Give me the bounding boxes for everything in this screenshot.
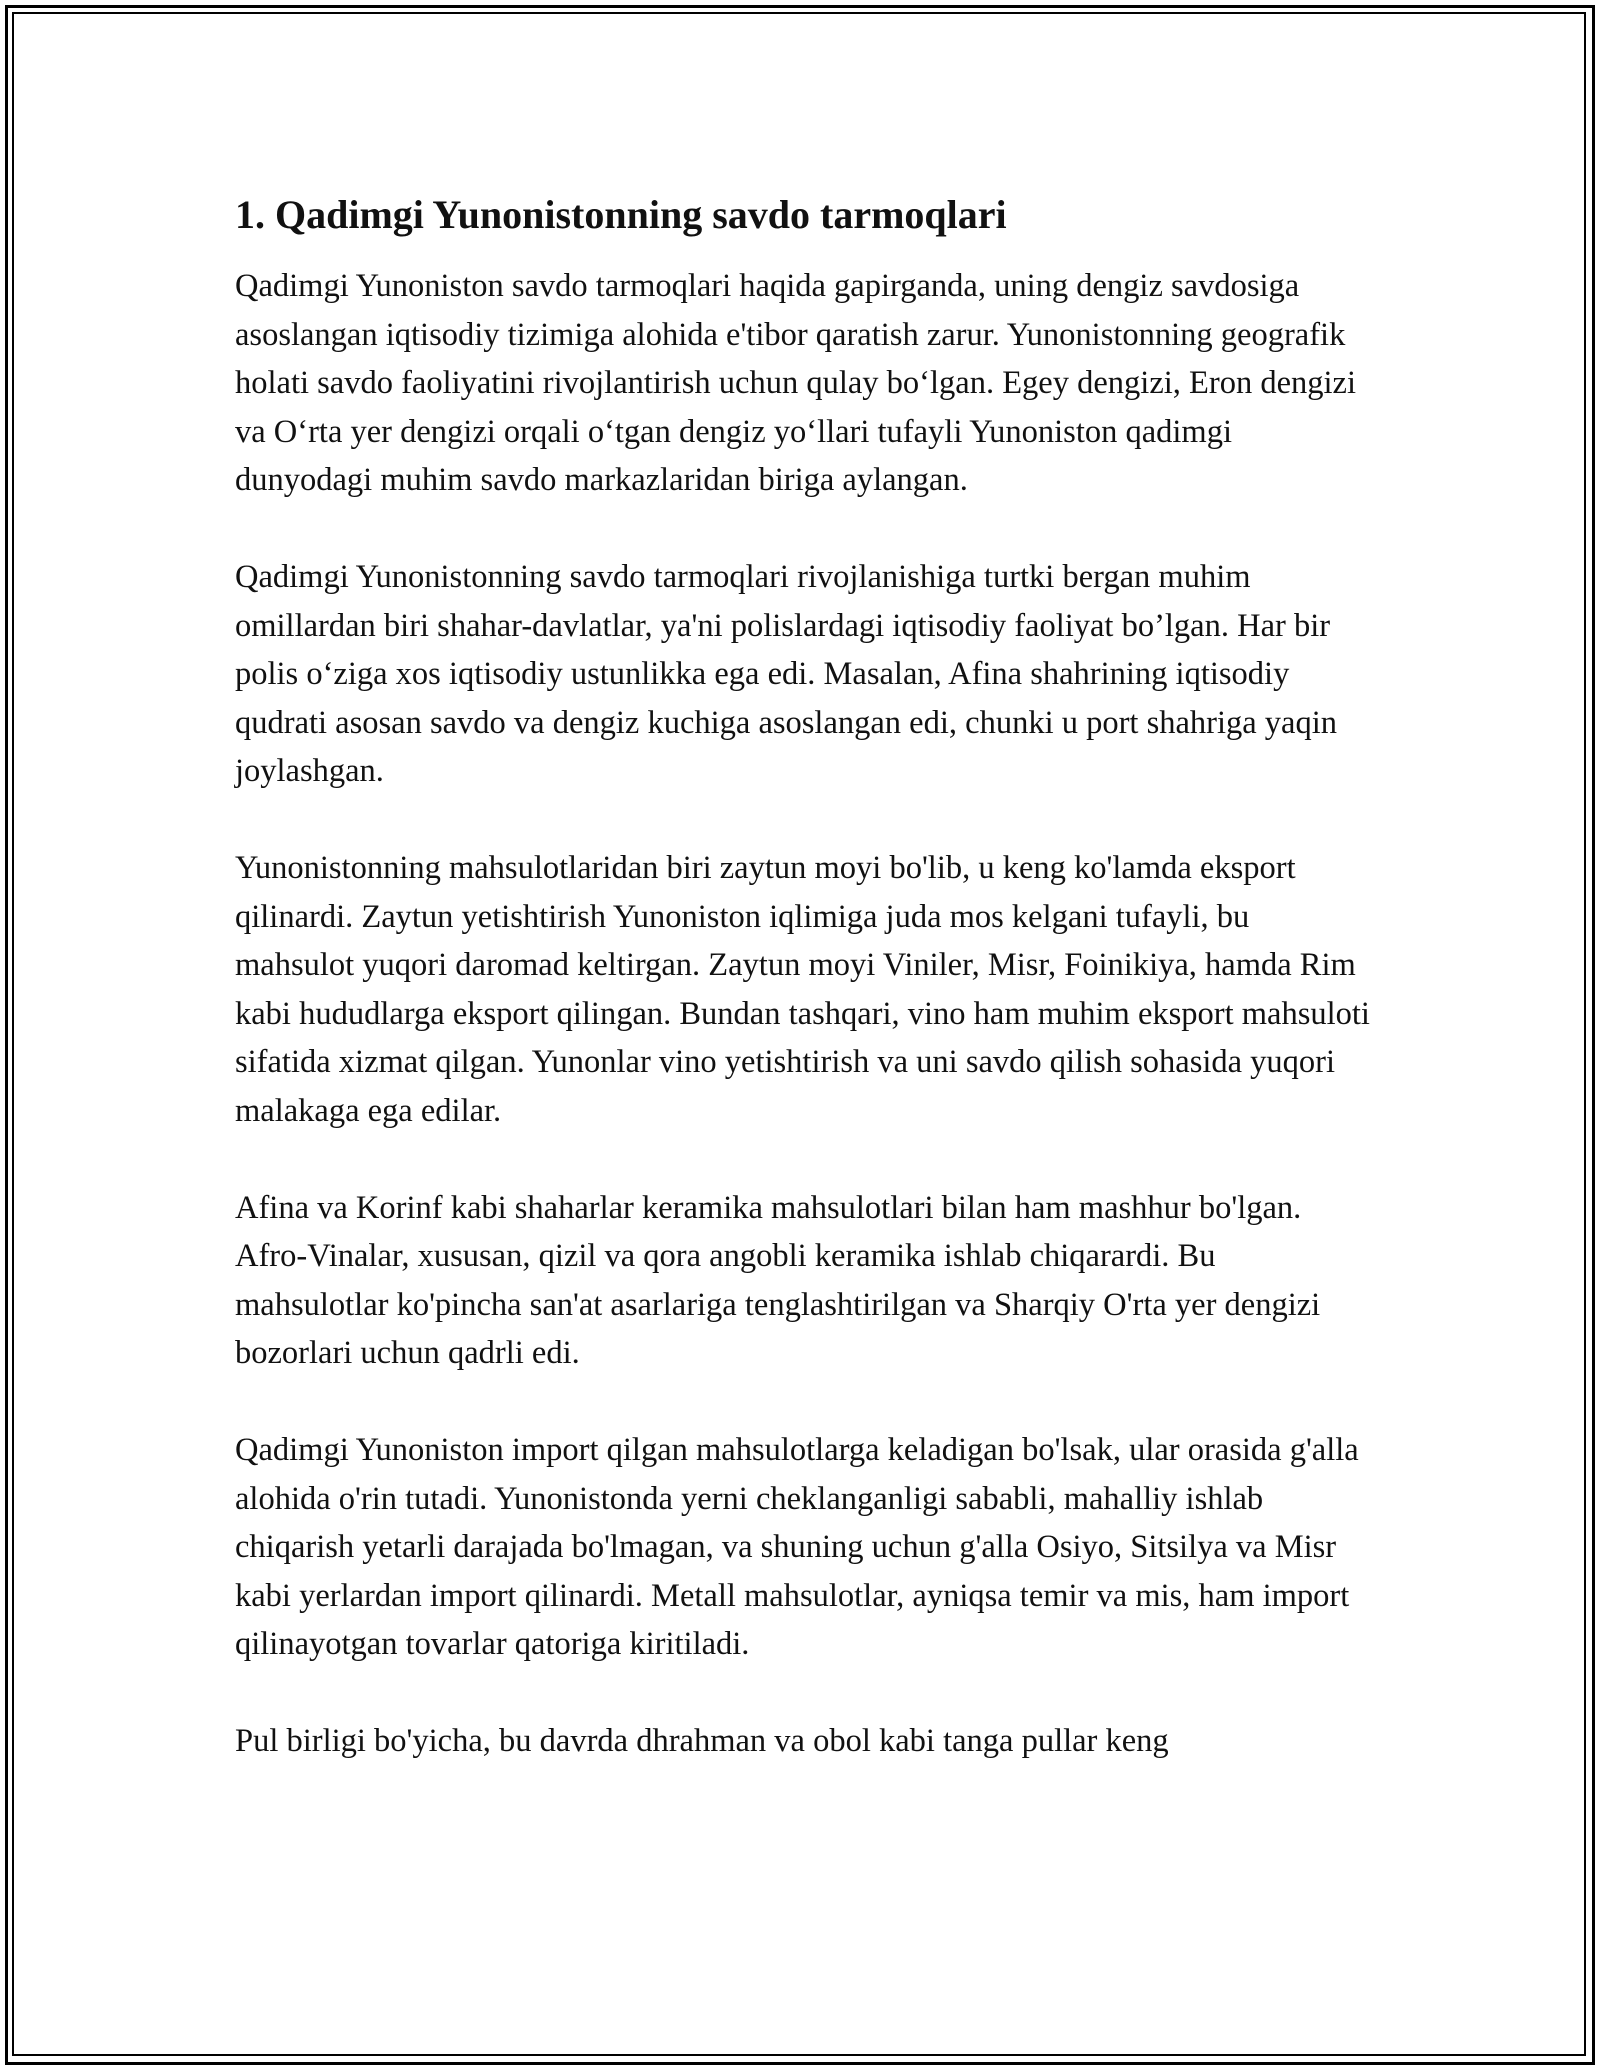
paragraph-1: Qadimgi Yunoniston savdo tarmoqlari haqida gapirganda, uning dengiz savdosiga asoslangan iqtisodiy tizimiga alohida e'tibor qaratish zarur. Yunonistonning geografik holati savdo faoliyatini rivojlantirish uchun qulay bo‘lgan. Egey dengizi, Eron dengizi va O‘rta yer dengizi orqali o‘tgan dengiz yo‘llari tufayli Yunoniston qadimgi dunyodagi muhim savdo markazlaridan biriga aylangan. (235, 268, 1356, 498)
paragraph-4: Afina va Korinf kabi shaharlar keramika mahsulotlari bilan ham mashhur bo'lgan. Afro-Vinalar, xususan, qizil va qora angobli keramika ishlab chiqarardi. Bu mahsulotlar ko'pincha san'at asarlariga tenglashtirilgan va Sharqiy O'rta yer dengizi bozorlari uchun qadrli edi. (235, 1189, 1321, 1371)
paragraph-5: Qadimgi Yunoniston import qilgan mahsulotlarga keladigan bo'lsak, ular orasida g'alla alohida o'rin tutadi. Yunonistonda yerni cheklanganligi sababli, mahalliy ishlab chiqarish yetarli darajada bo'lmagan, va shuning uchun g'alla Osiyo, Sitsilya va Misr kabi yerlardan import qilinardi. Metall mahsulotlar, ayniqsa temir va mis, ham import qilinayotgan tovarlar qatoriga kiritiladi. (235, 1432, 1359, 1662)
paragraph-3: Yunonistonning mahsulotlaridan biri zaytun moyi bo'lib, u keng ko'lamda eksport qilinardi. Zaytun yetishtirish Yunoniston iqlimiga juda mos kelgani tufayli, bu mahsulot yuqori daromad keltirgan. Zaytun moyi Viniler, Misr, Foinikiya, hamda Rim kabi hududlarga eksport qilingan. Bundan tashqari, vino ham muhim eksport mahsuloti sifatida xizmat qilgan. Yunonlar vino yetishtirish va uni savdo qilish sohasida yuqori malakaga ega edilar. (235, 850, 1370, 1129)
paragraph-6: Pul birligi bo'yicha, bu davrda dhrahman va obol kabi tanga pullar keng (235, 1723, 1169, 1759)
section-heading: 1. Qadimgi Yunonistonning savdo tarmoqlari (235, 192, 1007, 237)
document-body (235, 182, 1375, 1766)
paragraph-2: Qadimgi Yunonistonning savdo tarmoqlari rivojlanishiga turtki bergan muhim omillardan biri shahar-davlatlar, ya'ni polislardagi iqtisodiy faoliyat bo’lgan. Har bir polis o‘ziga xos iqtisodiy ustunlikka ega edi. Masalan, Afina shahrining iqtisodiy qudrati asosan savdo va dengiz kuchiga asoslangan edi, chunki u port shahriga yaqin joylashgan. (235, 559, 1338, 789)
